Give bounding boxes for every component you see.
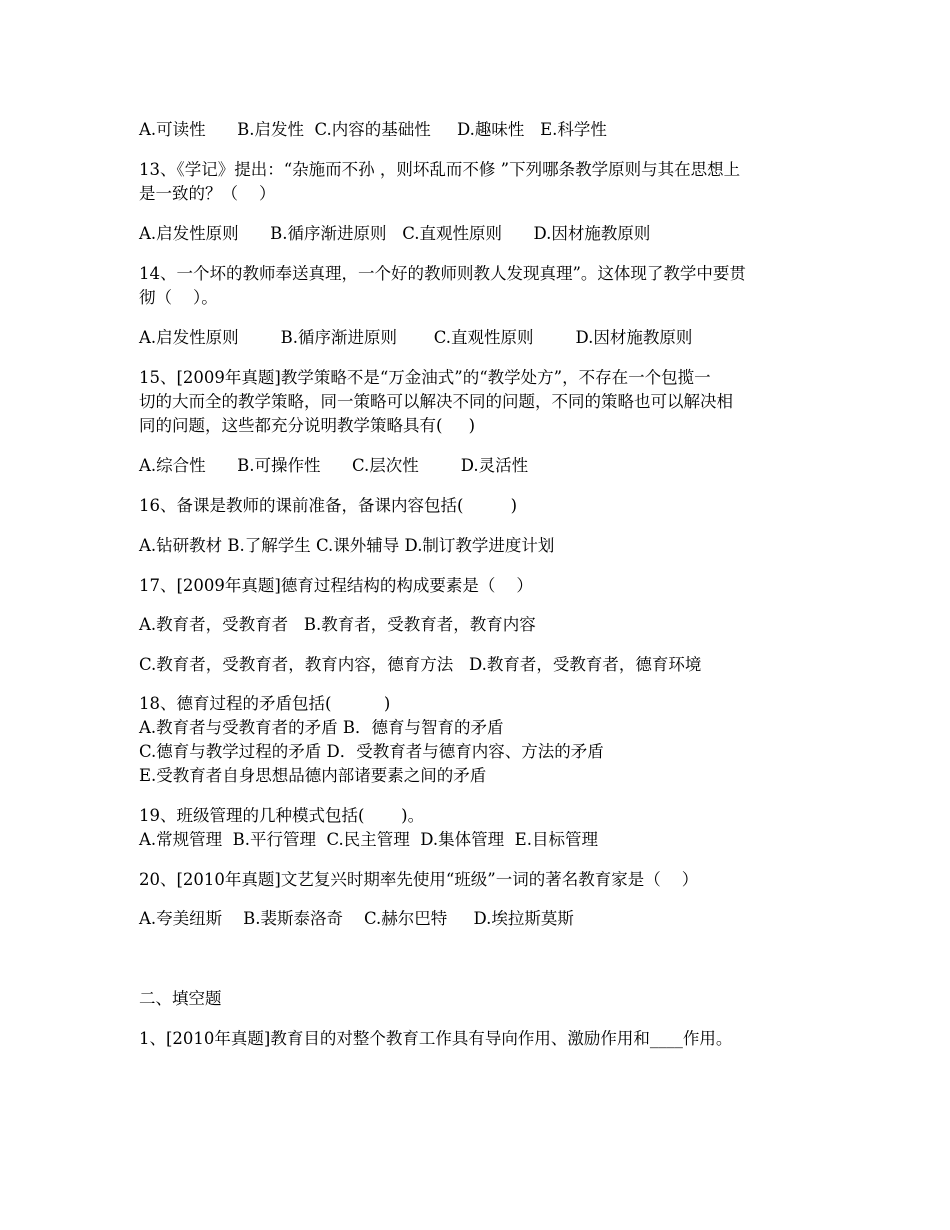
q14-text-line-2: 彻（ ）。	[139, 288, 218, 307]
q15-text-line-3: 同的问题，这些都充分说明教学策略具有( )	[139, 416, 476, 435]
q20-text: 20、[2010年真题]文艺复兴时期率先使用“班级”一词的著名教育家是（ ）	[139, 870, 699, 889]
q12-options: A.可读性 B.启发性 C.内容的基础性 D.趣味性 E.科学性	[139, 120, 607, 139]
q14-options: A.启发性原则 B.循序渐进原则 C.直观性原则 D.因材施教原则	[139, 328, 693, 347]
fill-blank-q1: 1、[2010年真题]教育目的对整个教育工作具有导向作用、激励作用和____作用。	[139, 1029, 733, 1048]
q14-text-line-1: 14、一个坏的教师奉送真理，一个好的教师则教人发现真理”。这体现了教学中要贯	[139, 264, 746, 283]
q15-text-line-2: 切的大而全的教学策略，同一策略可以解决不同的问题，不同的策略也可以解决相	[139, 392, 733, 411]
q17-text: 17、[2009年真题]德育过程结构的构成要素是（ ）	[139, 576, 533, 595]
q18-options-line-3: E.受教育者自身思想品德内部诸要素之间的矛盾	[139, 766, 487, 785]
q15-options: A.综合性 B.可操作性 C.层次性 D.灵活性	[139, 456, 529, 475]
q17-options-line-2: C.教育者，受教育者，教育内容，德育方法 D.教育者，受教育者，德育环境	[139, 655, 702, 674]
q17-options-line-1: A.教育者，受教育者 B.教育者，受教育者，教育内容	[139, 615, 536, 634]
q19-text: 19、班级管理的几种模式包括( )。	[139, 806, 425, 825]
q15-text-line-1: 15、[2009年真题]教学策略不是“万金油式”的“教学处方”，不存在一个包揽一	[139, 368, 711, 387]
q13-text-line-1: 13、《学记》提出：“杂施而不孙 ，则坏乱而不修 ”下列哪条教学原则与其在思想上	[139, 160, 741, 179]
q19-options: A.常规管理 B.平行管理 C.民主管理 D.集体管理 E.目标管理	[139, 830, 598, 849]
q13-text-line-2: 是一致的？（ ）	[139, 184, 276, 203]
q20-options: A.夸美纽斯 B.裴斯泰洛奇 C.赫尔巴特 D.埃拉斯莫斯	[139, 909, 574, 928]
q18-text: 18、德育过程的矛盾包括( )	[139, 694, 391, 713]
section-heading-fill-in-blank: 二、填空题	[139, 989, 222, 1008]
q18-options-line-2: C.德育与教学过程的矛盾 D．受教育者与德育内容、方法的矛盾	[139, 742, 604, 761]
q16-options: A.钻研教材 B.了解学生 C.课外辅导 D.制订教学进度计划	[139, 536, 555, 555]
q16-text: 16、备课是教师的课前准备，备课内容包括( )	[139, 496, 518, 515]
q18-options-line-1: A.教育者与受教育者的矛盾 B．德育与智育的矛盾	[139, 718, 504, 737]
q13-options: A.启发性原则 B.循序渐进原则 C.直观性原则 D.因材施教原则	[139, 224, 651, 243]
